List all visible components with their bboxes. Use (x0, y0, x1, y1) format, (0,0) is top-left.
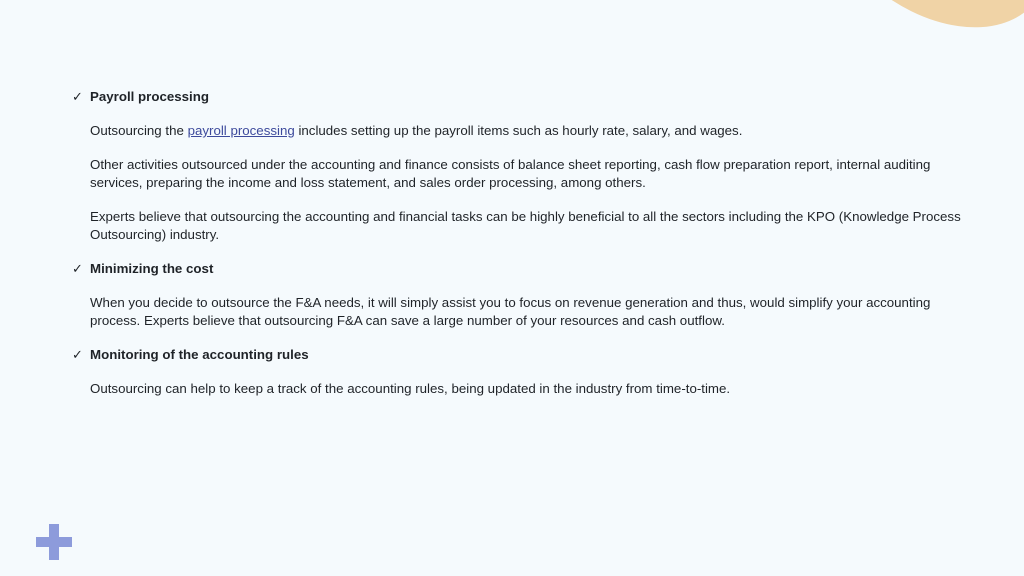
check-icon: ✓ (72, 347, 83, 362)
paragraph-text: Outsourcing the (90, 123, 188, 138)
section-heading-text: Payroll processing (90, 89, 209, 104)
check-icon: ✓ (72, 89, 83, 104)
paragraph: Experts believe that outsourcing the accounting and financial tasks can be highly beneficial to all the sectors including the KPO (Knowledge Process Outsourcing) industry. (90, 209, 961, 242)
paragraph (90, 122, 972, 140)
plus-icon (36, 524, 72, 560)
decorative-blob (762, 0, 1024, 74)
section-heading-monitoring (72, 346, 972, 364)
check-icon: ✓ (72, 261, 83, 276)
slide-content (72, 88, 972, 414)
paragraph-text: includes setting up the payroll items such as hourly rate, salary, and wages. (294, 123, 743, 138)
paragraph: When you decide to outsource the F&A needs, it will simply assist you to focus on revenue generation and thus, would simplify your accounting process. Experts believe that outsourcing F&A can save a large number of your resources and cash outflow. (90, 295, 931, 328)
section-heading-text: Monitoring of the accounting rules (90, 347, 309, 362)
section-heading-payroll (72, 88, 972, 106)
payroll-processing-link[interactable]: payroll processing (187, 123, 295, 138)
paragraph: Other activities outsourced under the accounting and finance consists of balance sheet reporting, cash flow preparation report, internal auditing services, preparing the income and loss statement, and sales order processing, among others. (90, 157, 931, 190)
section-heading-text: Minimizing the cost (90, 261, 214, 276)
section-heading-cost (72, 260, 972, 278)
paragraph: Outsourcing can help to keep a track of the accounting rules, being updated in the industry from time-to-time. (90, 381, 731, 396)
